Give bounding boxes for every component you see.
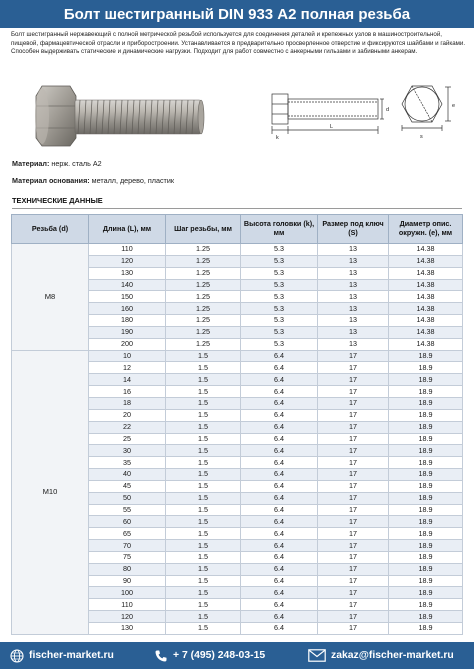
length-cell: 75 — [89, 551, 166, 563]
pitch-cell: 1.25 — [166, 291, 241, 303]
wrench-size-cell: 17 — [318, 350, 389, 362]
circle-diameter-cell: 18.9 — [389, 575, 463, 587]
wrench-size-cell: 17 — [318, 433, 389, 445]
head-height-cell: 6.4 — [241, 457, 318, 469]
dim-s-label: s — [420, 134, 423, 140]
head-height-cell: 6.4 — [241, 623, 318, 635]
dim-d-label: d — [386, 107, 390, 113]
length-cell: 110 — [89, 599, 166, 611]
circle-diameter-cell: 18.9 — [389, 551, 463, 563]
base-material-line — [12, 176, 174, 185]
pitch-cell: 1.25 — [166, 255, 241, 267]
head-height-cell: 5.3 — [241, 279, 318, 291]
head-height-cell: 6.4 — [241, 587, 318, 599]
wrench-size-cell: 17 — [318, 611, 389, 623]
length-cell: 100 — [89, 587, 166, 599]
circle-diameter-cell: 18.9 — [389, 362, 463, 374]
wrench-size-cell: 13 — [318, 303, 389, 315]
length-cell: 40 — [89, 469, 166, 481]
length-cell: 14 — [89, 374, 166, 386]
wrench-size-cell: 17 — [318, 599, 389, 611]
length-cell: 120 — [89, 255, 166, 267]
pitch-cell: 1.25 — [166, 279, 241, 291]
length-cell: 12 — [89, 362, 166, 374]
wrench-size-cell: 13 — [318, 244, 389, 256]
pitch-cell: 1.5 — [166, 397, 241, 409]
length-cell: 22 — [89, 421, 166, 433]
phone-icon — [154, 649, 168, 663]
material-label: Материал: — [12, 159, 50, 168]
pitch-cell: 1.5 — [166, 599, 241, 611]
head-height-cell: 6.4 — [241, 421, 318, 433]
wrench-size-cell: 17 — [318, 563, 389, 575]
length-cell: 70 — [89, 540, 166, 552]
wrench-size-cell: 13 — [318, 315, 389, 327]
circle-diameter-cell: 14.38 — [389, 315, 463, 327]
pitch-cell: 1.5 — [166, 623, 241, 635]
wrench-size-cell: 13 — [318, 338, 389, 350]
head-height-cell: 6.4 — [241, 350, 318, 362]
pitch-cell: 1.25 — [166, 326, 241, 338]
length-cell: 120 — [89, 611, 166, 623]
circle-diameter-cell: 14.38 — [389, 244, 463, 256]
pitch-cell: 1.5 — [166, 516, 241, 528]
envelope-icon — [308, 649, 326, 662]
pitch-cell: 1.5 — [166, 457, 241, 469]
wrench-size-cell: 17 — [318, 421, 389, 433]
circle-diameter-cell: 18.9 — [389, 563, 463, 575]
head-height-cell: 6.4 — [241, 409, 318, 421]
table-row — [12, 350, 463, 362]
wrench-size-cell: 13 — [318, 255, 389, 267]
product-description: Болт шестигранный нержавеющий с полной метрической резьбой используется для соединения деталей и крепежных узлов в машиностроительной, пищевой, фармацевтической отрасли и приборостроении. Устанавливается в предварительно просверленное отверстие и фиксируются шайбами и гайками. Способен выдерживать статические и динамические нагрузки. Подходит для работ совместно с анкерными гильзами и забивными анкерам. — [11, 31, 466, 56]
head-height-cell: 6.4 — [241, 516, 318, 528]
wrench-size-cell: 17 — [318, 409, 389, 421]
head-height-cell: 6.4 — [241, 492, 318, 504]
pitch-cell: 1.5 — [166, 421, 241, 433]
head-height-cell: 6.4 — [241, 551, 318, 563]
table-row — [12, 244, 463, 256]
pitch-cell: 1.5 — [166, 409, 241, 421]
length-cell: 16 — [89, 386, 166, 398]
footer-phone-text: + 7 (495) 248-03-15 — [173, 650, 266, 661]
dim-e-label: e — [452, 103, 456, 109]
wrench-size-cell: 17 — [318, 457, 389, 469]
footer-bar — [0, 642, 474, 669]
head-height-cell: 6.4 — [241, 433, 318, 445]
dim-k-label: k — [276, 135, 279, 141]
length-cell: 150 — [89, 291, 166, 303]
wrench-size-cell: 17 — [318, 623, 389, 635]
col-wrench-size: Размер под ключ (S) — [318, 215, 389, 244]
circle-diameter-cell: 18.9 — [389, 623, 463, 635]
pitch-cell: 1.5 — [166, 528, 241, 540]
head-height-cell: 6.4 — [241, 469, 318, 481]
length-cell: 65 — [89, 528, 166, 540]
pitch-cell: 1.5 — [166, 362, 241, 374]
page-title: Болт шестигранный DIN 933 А2 полная резьба — [0, 0, 474, 28]
circle-diameter-cell: 14.38 — [389, 279, 463, 291]
globe-icon — [10, 649, 24, 663]
circle-diameter-cell: 18.9 — [389, 587, 463, 599]
wrench-size-cell: 17 — [318, 540, 389, 552]
wrench-size-cell: 17 — [318, 397, 389, 409]
head-height-cell: 6.4 — [241, 611, 318, 623]
head-height-cell: 6.4 — [241, 575, 318, 587]
material-line — [12, 159, 102, 168]
pitch-cell: 1.5 — [166, 587, 241, 599]
wrench-size-cell: 17 — [318, 492, 389, 504]
head-height-cell: 6.4 — [241, 386, 318, 398]
col-circle-diameter: Диаметр опис. окружн. (е), мм — [389, 215, 463, 244]
circle-diameter-cell: 18.9 — [389, 457, 463, 469]
circle-diameter-cell: 18.9 — [389, 374, 463, 386]
circle-diameter-cell: 14.38 — [389, 326, 463, 338]
wrench-size-cell: 17 — [318, 445, 389, 457]
circle-diameter-cell: 18.9 — [389, 433, 463, 445]
circle-diameter-cell: 18.9 — [389, 350, 463, 362]
length-cell: 25 — [89, 433, 166, 445]
footer-website-text: fischer-market.ru — [29, 650, 114, 661]
pitch-cell: 1.5 — [166, 492, 241, 504]
head-height-cell: 5.3 — [241, 267, 318, 279]
circle-diameter-cell: 18.9 — [389, 469, 463, 481]
table-header-row — [12, 215, 463, 244]
length-cell: 60 — [89, 516, 166, 528]
material-value: нерж. сталь А2 — [51, 159, 102, 168]
wrench-size-cell: 17 — [318, 362, 389, 374]
wrench-size-cell: 13 — [318, 291, 389, 303]
pitch-cell: 1.5 — [166, 611, 241, 623]
base-material-value: металл, дерево, пластик — [91, 176, 174, 185]
length-cell: 35 — [89, 457, 166, 469]
head-height-cell: 5.3 — [241, 255, 318, 267]
circle-diameter-cell: 18.9 — [389, 599, 463, 611]
wrench-size-cell: 17 — [318, 374, 389, 386]
circle-diameter-cell: 14.38 — [389, 338, 463, 350]
length-cell: 190 — [89, 326, 166, 338]
bolt-drawing — [262, 82, 462, 146]
length-cell: 20 — [89, 409, 166, 421]
wrench-size-cell: 17 — [318, 516, 389, 528]
circle-diameter-cell: 18.9 — [389, 611, 463, 623]
specs-table — [11, 214, 463, 635]
length-cell: 130 — [89, 623, 166, 635]
section-divider — [12, 208, 462, 209]
length-cell: 160 — [89, 303, 166, 315]
length-cell: 18 — [89, 397, 166, 409]
circle-diameter-cell: 14.38 — [389, 267, 463, 279]
wrench-size-cell: 17 — [318, 575, 389, 587]
wrench-size-cell: 13 — [318, 279, 389, 291]
head-height-cell: 5.3 — [241, 338, 318, 350]
dim-L-label: L — [330, 124, 334, 130]
pitch-cell: 1.5 — [166, 374, 241, 386]
pitch-cell: 1.5 — [166, 563, 241, 575]
length-cell: 110 — [89, 244, 166, 256]
head-height-cell: 6.4 — [241, 540, 318, 552]
length-cell: 80 — [89, 563, 166, 575]
thread-group-cell: M10 — [12, 350, 89, 634]
length-cell: 200 — [89, 338, 166, 350]
pitch-cell: 1.5 — [166, 445, 241, 457]
circle-diameter-cell: 14.38 — [389, 303, 463, 315]
length-cell: 130 — [89, 267, 166, 279]
pitch-cell: 1.5 — [166, 540, 241, 552]
pitch-cell: 1.5 — [166, 386, 241, 398]
col-pitch: Шаг резьбы, мм — [166, 215, 241, 244]
head-height-cell: 5.3 — [241, 244, 318, 256]
circle-diameter-cell: 18.9 — [389, 421, 463, 433]
length-cell: 180 — [89, 315, 166, 327]
wrench-size-cell: 17 — [318, 480, 389, 492]
circle-diameter-cell: 18.9 — [389, 386, 463, 398]
length-cell: 30 — [89, 445, 166, 457]
head-height-cell: 5.3 — [241, 326, 318, 338]
head-height-cell: 6.4 — [241, 445, 318, 457]
section-title: ТЕХНИЧЕСКИЕ ДАННЫЕ — [12, 196, 103, 205]
circle-diameter-cell: 18.9 — [389, 480, 463, 492]
base-material-label: Материал основания: — [12, 176, 90, 185]
length-cell: 140 — [89, 279, 166, 291]
pitch-cell: 1.5 — [166, 469, 241, 481]
footer-phone[interactable] — [154, 649, 265, 663]
length-cell: 90 — [89, 575, 166, 587]
pitch-cell: 1.5 — [166, 350, 241, 362]
wrench-size-cell: 17 — [318, 587, 389, 599]
pitch-cell: 1.25 — [166, 338, 241, 350]
head-height-cell: 5.3 — [241, 303, 318, 315]
pitch-cell: 1.25 — [166, 244, 241, 256]
head-height-cell: 5.3 — [241, 315, 318, 327]
pitch-cell: 1.5 — [166, 480, 241, 492]
footer-website[interactable] — [10, 649, 114, 663]
wrench-size-cell: 17 — [318, 551, 389, 563]
head-height-cell: 6.4 — [241, 563, 318, 575]
bolt-photo — [12, 82, 210, 150]
head-height-cell: 6.4 — [241, 599, 318, 611]
length-cell: 50 — [89, 492, 166, 504]
footer-email-text: zakaz@fischer-market.ru — [331, 650, 454, 661]
head-height-cell: 6.4 — [241, 374, 318, 386]
thread-group-cell: M8 — [12, 244, 89, 351]
head-height-cell: 6.4 — [241, 362, 318, 374]
length-cell: 55 — [89, 504, 166, 516]
wrench-size-cell: 13 — [318, 326, 389, 338]
length-cell: 45 — [89, 480, 166, 492]
col-head-height: Высота головки (k), мм — [241, 215, 318, 244]
circle-diameter-cell: 14.38 — [389, 255, 463, 267]
circle-diameter-cell: 18.9 — [389, 540, 463, 552]
circle-diameter-cell: 14.38 — [389, 291, 463, 303]
head-height-cell: 5.3 — [241, 291, 318, 303]
col-length: Длина (L), мм — [89, 215, 166, 244]
circle-diameter-cell: 18.9 — [389, 528, 463, 540]
circle-diameter-cell: 18.9 — [389, 492, 463, 504]
pitch-cell: 1.5 — [166, 504, 241, 516]
wrench-size-cell: 17 — [318, 386, 389, 398]
pitch-cell: 1.5 — [166, 433, 241, 445]
head-height-cell: 6.4 — [241, 504, 318, 516]
length-cell: 10 — [89, 350, 166, 362]
circle-diameter-cell: 18.9 — [389, 409, 463, 421]
head-height-cell: 6.4 — [241, 480, 318, 492]
footer-email[interactable] — [308, 649, 454, 662]
circle-diameter-cell: 18.9 — [389, 445, 463, 457]
circle-diameter-cell: 18.9 — [389, 504, 463, 516]
pitch-cell: 1.25 — [166, 303, 241, 315]
wrench-size-cell: 17 — [318, 469, 389, 481]
wrench-size-cell: 13 — [318, 267, 389, 279]
head-height-cell: 6.4 — [241, 528, 318, 540]
col-thread: Резьба (d) — [12, 215, 89, 244]
head-height-cell: 6.4 — [241, 397, 318, 409]
pitch-cell: 1.5 — [166, 575, 241, 587]
circle-diameter-cell: 18.9 — [389, 397, 463, 409]
pitch-cell: 1.25 — [166, 267, 241, 279]
circle-diameter-cell: 18.9 — [389, 516, 463, 528]
wrench-size-cell: 17 — [318, 504, 389, 516]
pitch-cell: 1.25 — [166, 315, 241, 327]
wrench-size-cell: 17 — [318, 528, 389, 540]
pitch-cell: 1.5 — [166, 551, 241, 563]
